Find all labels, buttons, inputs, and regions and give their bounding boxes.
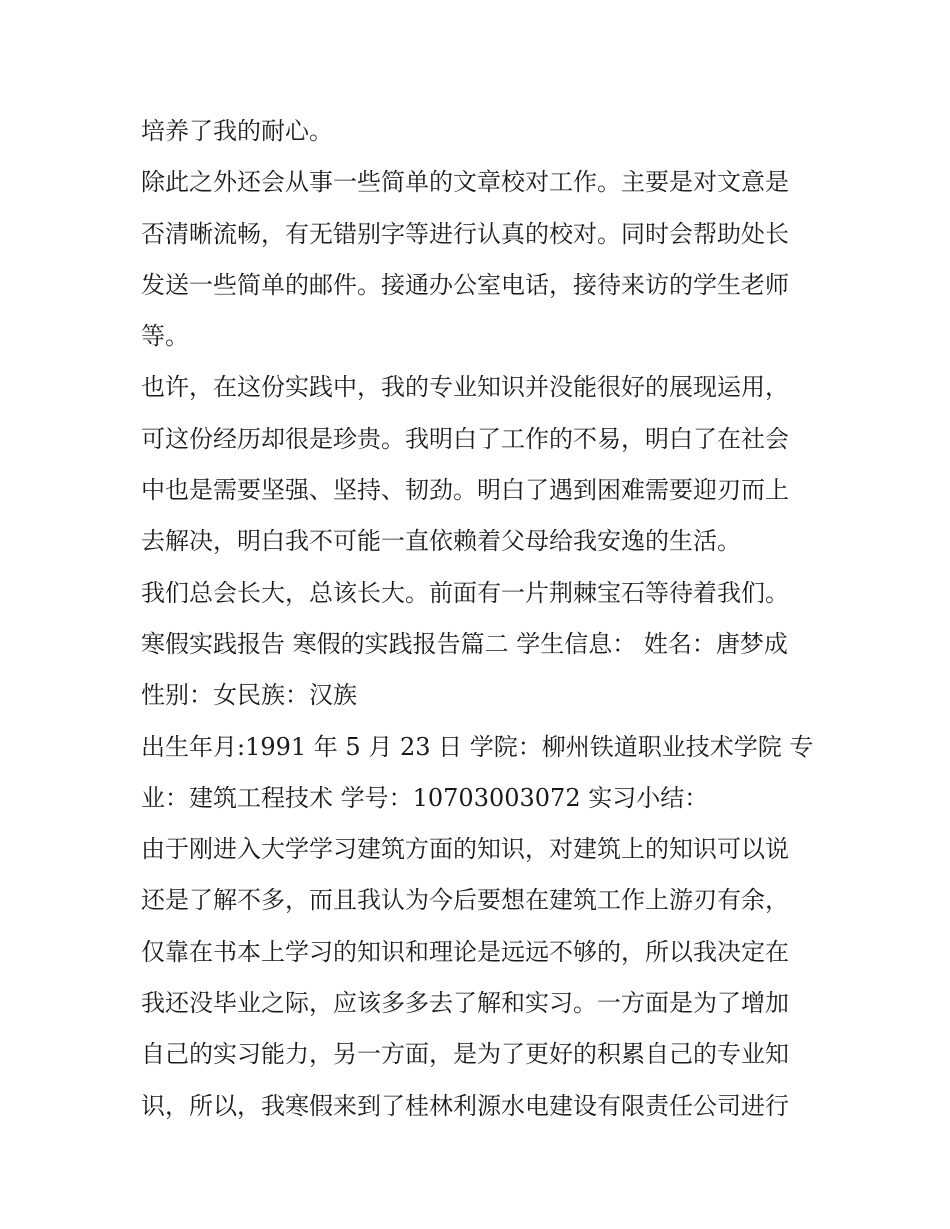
text-line: 仅靠在书本上学习的知识和理论是远远不够的，所以我决定在 xyxy=(141,937,789,966)
text-line: 我还没毕业之际，应该多多去了解和实习。一方面是为了增加 xyxy=(141,989,789,1018)
text-line: 否清晰流畅，有无错别字等进行认真的校对。同时会帮助处长 xyxy=(141,219,789,248)
text-line: 等。 xyxy=(141,322,189,351)
text-line: 可这份经历却很是珍贵。我明白了工作的不易，明白了在社会 xyxy=(141,424,789,453)
text-line: 除此之外还会从事一些简单的文章校对工作。主要是对文意是 xyxy=(141,168,789,197)
text-line: 出生年月:1991 年 5 月 23 日 学院：柳州铁道职业技术学院 专 xyxy=(141,732,814,761)
text-line: 寒假实践报告 寒假的实践报告篇二 学生信息： 姓名：唐梦成 xyxy=(141,629,788,658)
text-line: 我们总会长大，总该长大。前面有一片荆棘宝石等待着我们。 xyxy=(141,578,789,607)
text-line: 也许，在这份实践中，我的专业知识并没能很好的展现运用， xyxy=(141,373,789,402)
text-line: 还是了解不多，而且我认为今后要想在建筑工作上游刃有余， xyxy=(141,886,789,915)
text-line: 中也是需要坚强、坚持、韧劲。明白了遇到困难需要迎刃而上 xyxy=(141,476,789,505)
document-body xyxy=(141,106,821,1132)
text-line: 识，所以，我寒假来到了桂林利源水电建设有限责任公司进行 xyxy=(141,1091,789,1120)
text-line: 自己的实习能力，另一方面，是为了更好的积累自己的专业知 xyxy=(141,1040,789,1069)
text-line: 培养了我的耐心。 xyxy=(141,117,333,145)
text-line: 性别：女民族：汉族 xyxy=(141,681,357,710)
text-line: 由于刚进入大学学习建筑方面的知识，对建筑上的知识可以说 xyxy=(141,835,789,864)
text-line: 去解决，明白我不可能一直依赖着父母给我安逸的生活。 xyxy=(141,527,741,556)
text-line: 发送一些简单的邮件。接通办公室电话，接待来访的学生老师 xyxy=(141,270,789,299)
text-line: 业：建筑工程技术 学号：10703003072 实习小结： xyxy=(141,783,709,812)
